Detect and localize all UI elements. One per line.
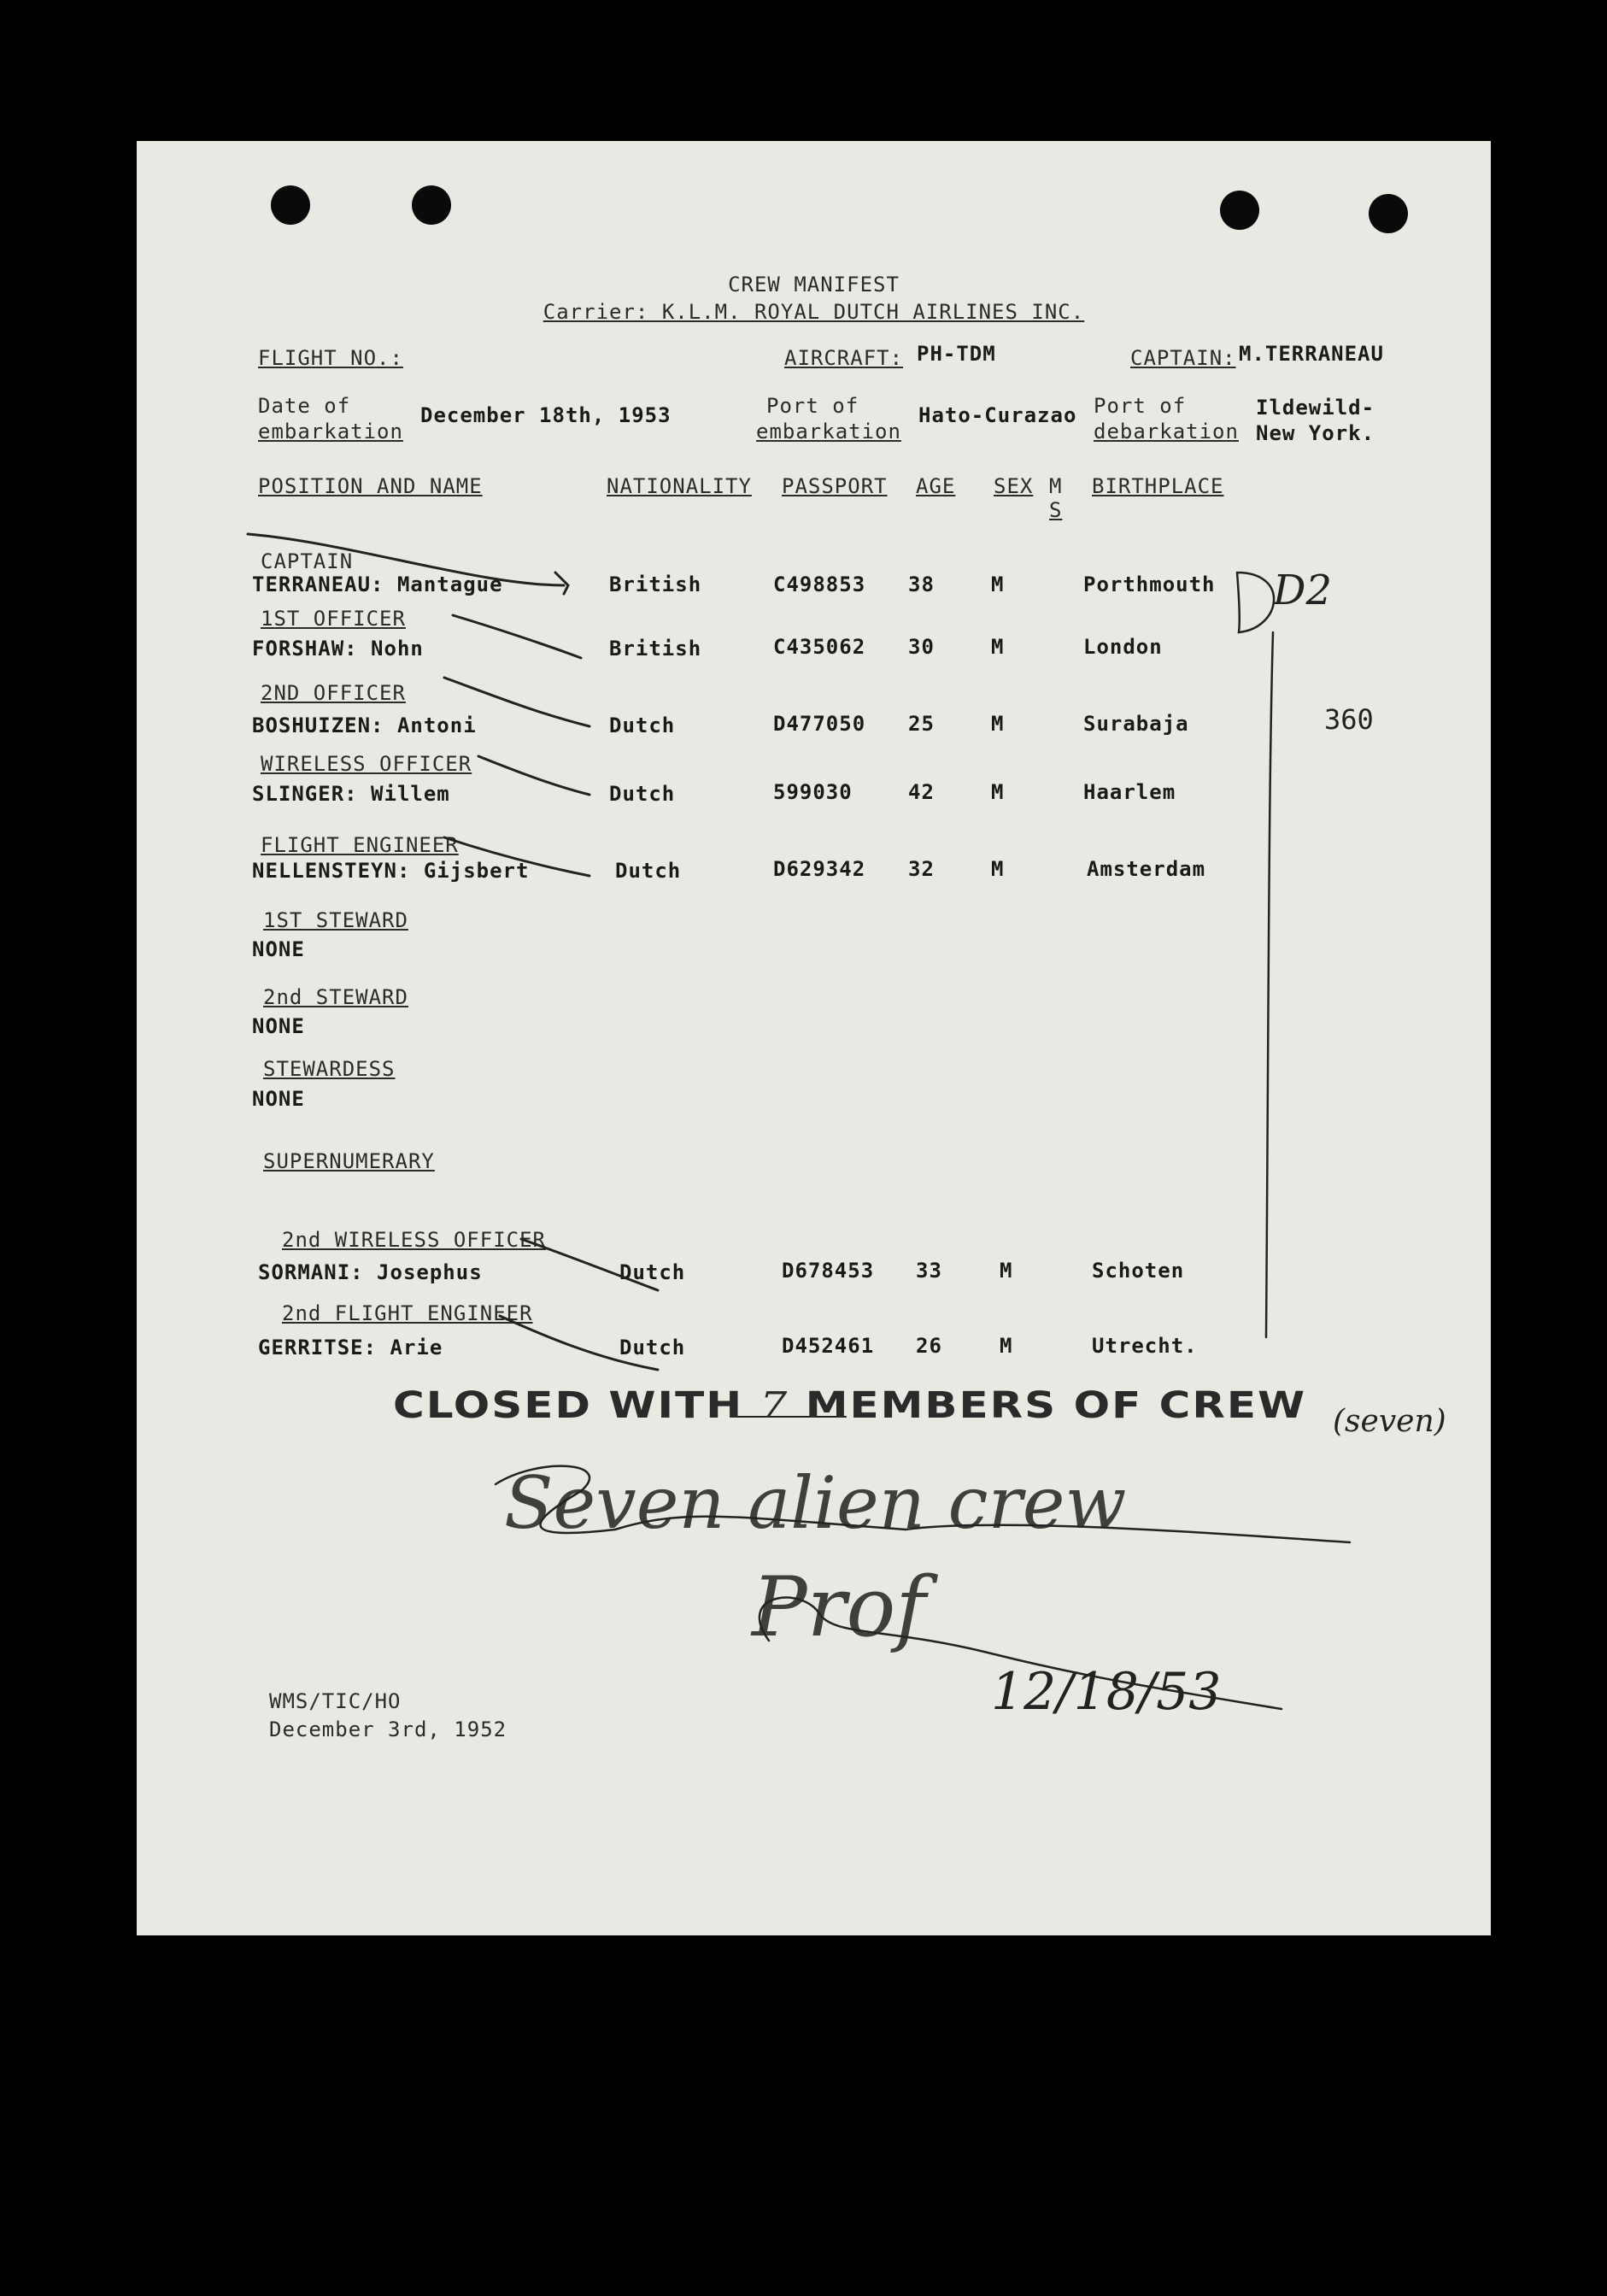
col-position: POSITION AND NAME <box>258 474 483 498</box>
crew-name: NONE <box>252 1087 305 1111</box>
supernumerary-heading: SUPERNUMERARY <box>263 1149 435 1173</box>
port-emb-label-line: Port of <box>766 394 859 418</box>
crew-passport: C498853 <box>773 573 866 596</box>
col-age: AGE <box>916 474 956 498</box>
manifest-sheet <box>137 141 1491 1935</box>
stamp-count: 7 <box>760 1384 789 1427</box>
crew-position: FLIGHT ENGINEER <box>261 833 459 857</box>
crew-sex: M <box>991 573 1005 596</box>
crew-name: FORSHAW: Nohn <box>252 637 424 661</box>
crew-nationality: British <box>609 637 702 661</box>
crew-age: 38 <box>908 573 935 596</box>
crew-position: 2nd STEWARD <box>263 985 408 1009</box>
crew-name: SORMANI: Josephus <box>258 1260 483 1284</box>
crew-birthplace: London <box>1083 635 1163 659</box>
crew-sex: M <box>991 712 1005 736</box>
port-deb-value-line: Ildewild- <box>1256 396 1375 420</box>
captain-value: M.TERRANEAU <box>1239 342 1384 366</box>
crew-position: 2nd WIRELESS OFFICER <box>282 1228 546 1252</box>
crew-passport: D452461 <box>782 1334 875 1358</box>
handwritten-seven: (seven) <box>1333 1404 1446 1439</box>
crew-birthplace: Surabaja <box>1083 712 1189 736</box>
crew-birthplace: Haarlem <box>1083 780 1176 804</box>
crew-name: NONE <box>252 1014 305 1038</box>
crew-name: TERRANEAU: Mantague <box>252 573 503 596</box>
handwritten-date: 12/18/53 <box>991 1662 1222 1722</box>
crew-nationality: Dutch <box>619 1260 686 1284</box>
port-deb-label-line: Port of <box>1094 394 1187 418</box>
manifest-title: CREW MANIFEST <box>728 273 900 297</box>
crew-sex: M <box>1000 1334 1013 1358</box>
crew-age: 42 <box>908 780 935 804</box>
crew-name: BOSHUIZEN: Antoni <box>252 713 477 737</box>
footer-date: December 3rd, 1952 <box>269 1718 507 1741</box>
port-emb-label-line: embarkation <box>756 420 901 443</box>
port-deb-label-line: debarkation <box>1094 420 1239 443</box>
crew-birthplace: Amsterdam <box>1087 857 1206 881</box>
col-sex: SEX <box>994 474 1034 498</box>
footer-ref: WMS/TIC/HO <box>269 1689 402 1713</box>
crew-passport: D629342 <box>773 857 866 881</box>
closed-stamp <box>393 1384 1306 1426</box>
crew-birthplace: Schoten <box>1092 1259 1185 1283</box>
crew-age: 25 <box>908 712 935 736</box>
crew-name: NONE <box>252 937 305 961</box>
flight-no-label: FLIGHT NO.: <box>258 346 403 370</box>
crew-nationality: Dutch <box>609 782 676 806</box>
date-value: December 18th, 1953 <box>420 403 672 427</box>
crew-age: 33 <box>916 1259 942 1283</box>
crew-birthplace: Utrecht. <box>1092 1334 1198 1358</box>
crew-passport: D678453 <box>782 1259 875 1283</box>
crew-birthplace: Porthmouth <box>1083 573 1216 596</box>
captain-label: CAPTAIN: <box>1130 346 1236 370</box>
crew-nationality: Dutch <box>619 1336 686 1359</box>
handwritten-marks <box>137 141 1491 1935</box>
stamp-text: MEMBERS OF CREW <box>805 1384 1307 1427</box>
carrier-line: Carrier: K.L.M. ROYAL DUTCH AIRLINES INC. <box>543 300 1085 324</box>
crew-name: SLINGER: Willem <box>252 782 450 806</box>
crew-age: 26 <box>916 1334 942 1358</box>
crew-name: GERRITSE: Arie <box>258 1336 443 1359</box>
crew-position: 2ND OFFICER <box>261 681 406 705</box>
crew-position: 2nd FLIGHT ENGINEER <box>282 1301 533 1325</box>
crew-sex: M <box>991 635 1005 659</box>
stamp-text: CLOSED WITH <box>393 1384 744 1427</box>
col-passport: PASSPORT <box>782 474 888 498</box>
col-ms-line: S <box>1049 498 1063 522</box>
crew-sex: M <box>991 857 1005 881</box>
crew-age: 30 <box>908 635 935 659</box>
crew-passport: D477050 <box>773 712 866 736</box>
date-label-line: Date of <box>258 394 351 418</box>
col-ms-line: M <box>1049 474 1063 498</box>
crew-nationality: British <box>609 573 702 596</box>
crew-passport: C435062 <box>773 635 866 659</box>
crew-position: CAPTAIN <box>261 549 354 573</box>
crew-age: 32 <box>908 857 935 881</box>
handwritten-initials: Prof <box>752 1559 926 1655</box>
handwritten-note: Seven alien crew <box>504 1461 1127 1545</box>
aircraft-label: AIRCRAFT: <box>784 346 904 370</box>
crew-position: 1ST OFFICER <box>261 607 406 631</box>
crew-sex: M <box>1000 1259 1013 1283</box>
crew-nationality: Dutch <box>609 713 676 737</box>
crew-position: 1ST STEWARD <box>263 908 408 932</box>
crew-name: NELLENSTEYN: Gijsbert <box>252 859 530 883</box>
crew-position: WIRELESS OFFICER <box>261 752 472 776</box>
date-label-line: embarkation <box>258 420 403 443</box>
port-embarkation-value: Hato-Curazao <box>918 403 1077 427</box>
crew-nationality: Dutch <box>615 859 682 883</box>
handwritten-d2: D2 <box>1273 567 1333 614</box>
crew-sex: M <box>991 780 1005 804</box>
port-deb-value-line: New York. <box>1256 421 1375 445</box>
count-mark: 360 <box>1324 703 1374 736</box>
crew-position: STEWARDESS <box>263 1057 396 1081</box>
crew-passport: 599030 <box>773 780 853 804</box>
aircraft-value: PH-TDM <box>917 342 996 366</box>
col-birthplace: BIRTHPLACE <box>1092 474 1224 498</box>
col-nationality: NATIONALITY <box>607 474 752 498</box>
